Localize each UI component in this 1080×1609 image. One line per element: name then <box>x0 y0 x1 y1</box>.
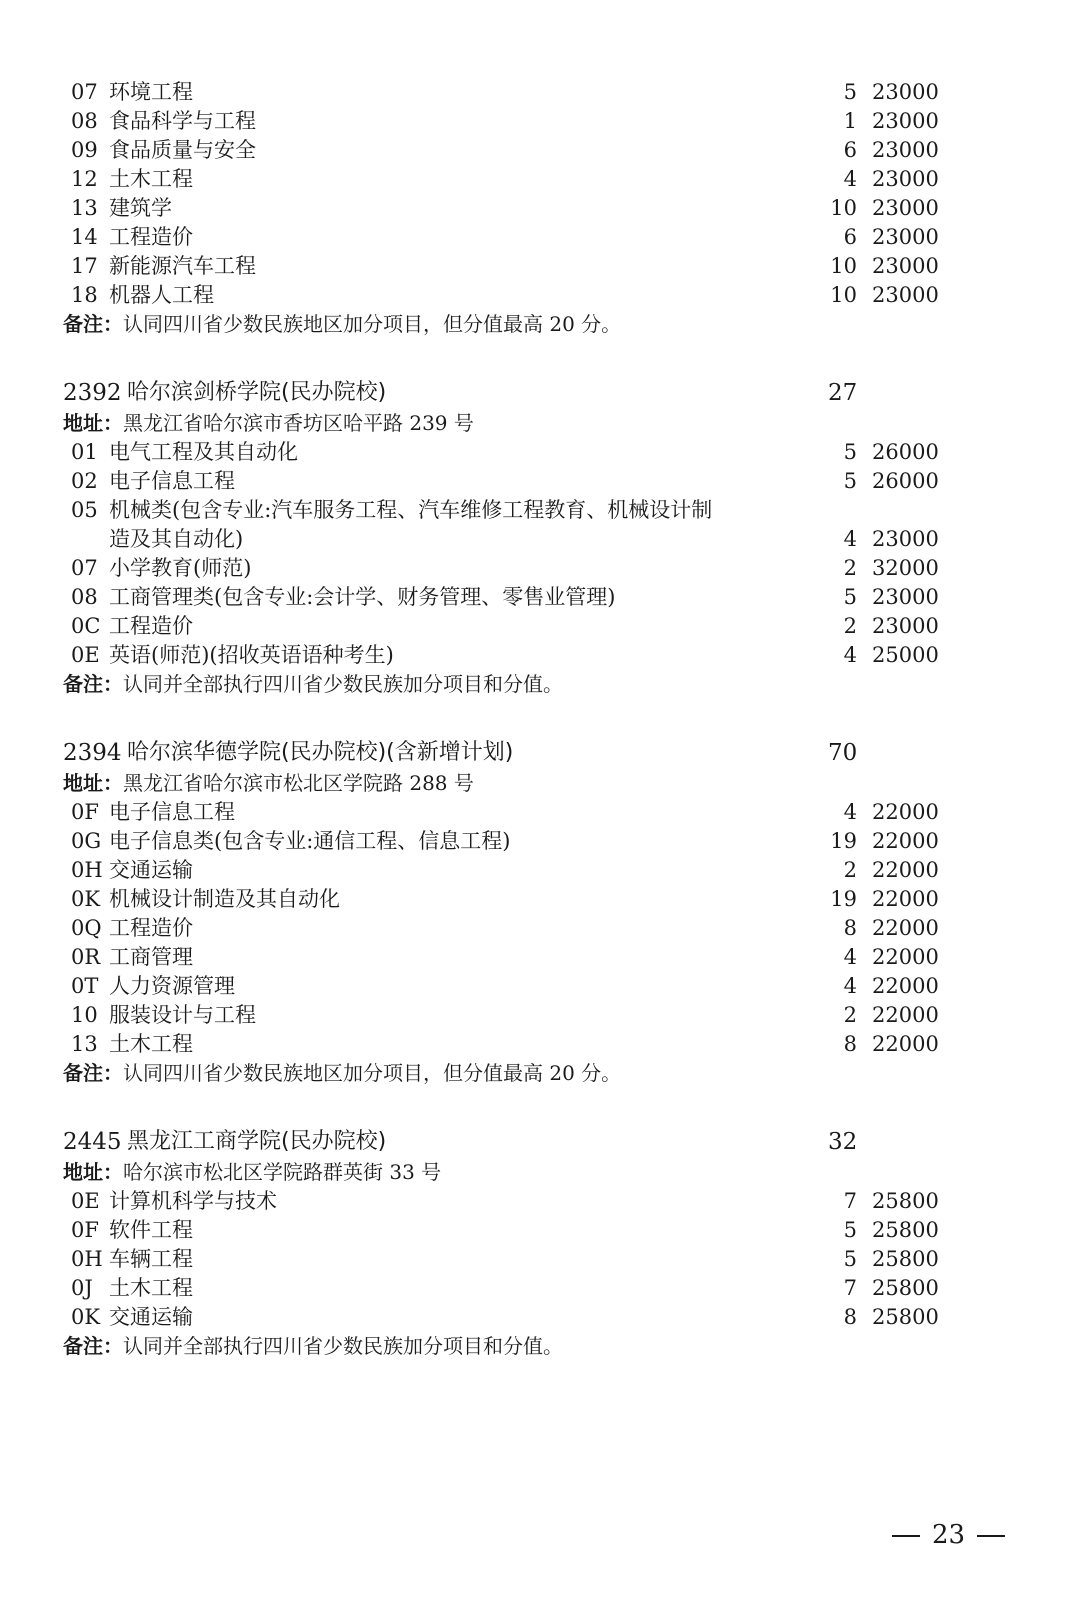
major-code: 0H <box>71 1247 103 1271</box>
plan-count: 8 <box>843 1305 857 1329</box>
address-label: 地址： <box>63 771 123 795</box>
major-name: 工程造价 <box>109 614 193 638</box>
major-code: 0G <box>71 829 102 853</box>
plan-count: 4 <box>843 974 857 998</box>
tuition-fee: 23000 <box>872 167 939 191</box>
remark <box>63 670 563 699</box>
remark-label: 备注： <box>63 1334 123 1358</box>
tuition-fee: 23000 <box>872 283 939 307</box>
institution-code: 2445 <box>63 1129 122 1155</box>
major-code: 09 <box>71 138 98 162</box>
dash-right <box>977 1535 1005 1537</box>
institution-total: 32 <box>828 1129 858 1155</box>
major-name-continued: 造及其自动化) <box>109 527 244 551</box>
institution-address <box>63 409 474 438</box>
major-name: 电子信息类(包含专业:通信工程、信息工程) <box>109 829 511 853</box>
institution-header <box>63 1125 1063 1159</box>
major-name: 土木工程 <box>109 1032 193 1056</box>
plan-count: 4 <box>843 800 857 824</box>
major-code: 0J <box>71 1276 93 1300</box>
major-row <box>0 223 1080 252</box>
address-label: 地址： <box>63 1160 123 1184</box>
major-name: 工程造价 <box>109 225 193 249</box>
plan-count: 7 <box>843 1189 857 1213</box>
address-label: 地址： <box>63 411 123 435</box>
major-name: 食品科学与工程 <box>109 109 256 133</box>
major-name: 土木工程 <box>109 167 193 191</box>
plan-count: 4 <box>843 167 857 191</box>
major-name: 车辆工程 <box>109 1247 193 1271</box>
plan-count: 19 <box>830 829 857 853</box>
major-code: 07 <box>71 556 98 580</box>
major-row <box>0 827 1080 856</box>
major-code: 08 <box>71 109 98 133</box>
tuition-fee: 25800 <box>872 1247 939 1271</box>
tuition-fee: 22000 <box>872 858 939 882</box>
major-code: 13 <box>71 196 98 220</box>
tuition-fee: 32000 <box>872 556 939 580</box>
major-code: 18 <box>71 283 98 307</box>
remark-text: 认同四川省少数民族地区加分项目，但分值最高 20 分。 <box>123 1061 622 1085</box>
tuition-fee: 23000 <box>872 138 939 162</box>
plan-count: 7 <box>843 1276 857 1300</box>
institution-code: 2392 <box>63 380 122 406</box>
major-name: 交通运输 <box>109 1305 193 1329</box>
plan-count: 2 <box>843 1003 857 1027</box>
major-code: 0F <box>71 1218 99 1242</box>
major-row <box>0 943 1080 972</box>
major-row <box>0 78 1080 107</box>
major-code: 02 <box>71 469 98 493</box>
page-number <box>880 1517 1017 1553</box>
tuition-fee: 22000 <box>872 1003 939 1027</box>
major-name: 交通运输 <box>109 858 193 882</box>
major-code: 0K <box>71 1305 101 1329</box>
major-row <box>0 914 1080 943</box>
tuition-fee: 26000 <box>872 440 939 464</box>
tuition-fee: 23000 <box>872 80 939 104</box>
major-row <box>0 1001 1080 1030</box>
remark-text: 认同四川省少数民族地区加分项目，但分值最高 20 分。 <box>123 312 622 336</box>
major-code: 12 <box>71 167 98 191</box>
major-code: 0E <box>71 1189 100 1213</box>
major-code: 0Q <box>71 916 102 940</box>
tuition-fee: 22000 <box>872 1032 939 1056</box>
major-code: 10 <box>71 1003 98 1027</box>
major-name: 食品质量与安全 <box>109 138 256 162</box>
major-row <box>0 885 1080 914</box>
major-code: 0C <box>71 614 101 638</box>
plan-count: 4 <box>843 527 857 551</box>
remark <box>63 1059 621 1088</box>
institution-name: 黑龙江工商学院(民办院校) <box>127 1129 387 1154</box>
tuition-fee: 26000 <box>872 469 939 493</box>
plan-count: 10 <box>830 196 857 220</box>
tuition-fee: 22000 <box>872 974 939 998</box>
plan-count: 5 <box>843 469 857 493</box>
major-row <box>0 583 1080 612</box>
major-row <box>0 641 1080 670</box>
major-name: 计算机科学与技术 <box>109 1189 277 1213</box>
plan-count: 8 <box>843 916 857 940</box>
dash-left <box>892 1535 920 1537</box>
major-name: 机器人工程 <box>109 283 214 307</box>
plan-count: 2 <box>843 556 857 580</box>
plan-count: 5 <box>843 1218 857 1242</box>
tuition-fee: 23000 <box>872 527 939 551</box>
major-code: 0H <box>71 858 103 882</box>
tuition-fee: 25800 <box>872 1189 939 1213</box>
major-row <box>0 496 1080 525</box>
address-text: 黑龙江省哈尔滨市香坊区哈平路 239 号 <box>123 411 474 435</box>
tuition-fee: 25800 <box>872 1305 939 1329</box>
major-name: 小学教育(师范) <box>109 556 252 580</box>
plan-count: 4 <box>843 643 857 667</box>
major-name: 工程造价 <box>109 916 193 940</box>
plan-count: 1 <box>843 109 857 133</box>
major-row <box>0 612 1080 641</box>
major-name: 英语(师范)(招收英语语种考生) <box>109 643 394 667</box>
plan-count: 10 <box>830 283 857 307</box>
major-name: 电气工程及其自动化 <box>109 440 298 464</box>
major-row <box>0 1187 1080 1216</box>
institution-address <box>63 769 474 798</box>
plan-count: 2 <box>843 614 857 638</box>
major-code: 0R <box>71 945 101 969</box>
tuition-fee: 23000 <box>872 196 939 220</box>
major-code: 0E <box>71 643 100 667</box>
major-row <box>0 438 1080 467</box>
major-row <box>0 1303 1080 1332</box>
tuition-fee: 22000 <box>872 916 939 940</box>
plan-count: 5 <box>843 585 857 609</box>
major-row <box>0 136 1080 165</box>
plan-count: 10 <box>830 254 857 278</box>
major-name: 土木工程 <box>109 1276 193 1300</box>
institution-name: 哈尔滨剑桥学院(民办院校) <box>127 380 387 405</box>
tuition-fee: 23000 <box>872 254 939 278</box>
plan-count: 5 <box>843 80 857 104</box>
plan-count: 4 <box>843 945 857 969</box>
tuition-fee: 25800 <box>872 1276 939 1300</box>
tuition-fee: 23000 <box>872 225 939 249</box>
tuition-fee: 22000 <box>872 887 939 911</box>
remark-label: 备注： <box>63 672 123 696</box>
major-code: 17 <box>71 254 98 278</box>
major-name: 服装设计与工程 <box>109 1003 256 1027</box>
remark-label: 备注： <box>63 312 123 336</box>
institution-header <box>63 376 1063 410</box>
plan-count: 19 <box>830 887 857 911</box>
major-code: 05 <box>71 498 98 522</box>
major-row <box>0 1274 1080 1303</box>
major-name: 软件工程 <box>109 1218 193 1242</box>
plan-count: 6 <box>843 225 857 249</box>
address-text: 黑龙江省哈尔滨市松北区学院路 288 号 <box>123 771 474 795</box>
major-code: 0T <box>71 974 99 998</box>
tuition-fee: 25800 <box>872 1218 939 1242</box>
tuition-fee: 23000 <box>872 585 939 609</box>
remark <box>63 310 621 339</box>
major-name: 工商管理类(包含专业:会计学、财务管理、零售业管理) <box>109 585 616 609</box>
tuition-fee: 22000 <box>872 800 939 824</box>
major-code: 08 <box>71 585 98 609</box>
tuition-fee: 22000 <box>872 829 939 853</box>
remark-label: 备注： <box>63 1061 123 1085</box>
major-code: 01 <box>71 440 98 464</box>
major-row <box>0 798 1080 827</box>
major-name: 电子信息工程 <box>109 800 235 824</box>
address-text: 哈尔滨市松北区学院路群英街 33 号 <box>123 1160 442 1184</box>
major-row-continued <box>0 525 1080 554</box>
major-row <box>0 281 1080 310</box>
major-name: 机械设计制造及其自动化 <box>109 887 340 911</box>
remark-text: 认同并全部执行四川省少数民族加分项目和分值。 <box>123 672 563 696</box>
major-name: 工商管理 <box>109 945 193 969</box>
major-row <box>0 554 1080 583</box>
institution-total: 70 <box>828 740 858 766</box>
tuition-fee: 22000 <box>872 945 939 969</box>
remark-text: 认同并全部执行四川省少数民族加分项目和分值。 <box>123 1334 563 1358</box>
page-number-text: 23 <box>932 1520 966 1550</box>
institution-header <box>63 736 1063 770</box>
major-row <box>0 1030 1080 1059</box>
major-row <box>0 1245 1080 1274</box>
major-code: 0K <box>71 887 101 911</box>
tuition-fee: 23000 <box>872 109 939 133</box>
major-row <box>0 165 1080 194</box>
plan-count: 2 <box>843 858 857 882</box>
plan-count: 8 <box>843 1032 857 1056</box>
plan-count: 5 <box>843 440 857 464</box>
major-name: 新能源汽车工程 <box>109 254 256 278</box>
major-name: 人力资源管理 <box>109 974 235 998</box>
major-name: 机械类(包含专业:汽车服务工程、汽车维修工程教育、机械设计制 <box>109 498 713 522</box>
tuition-fee: 25000 <box>872 643 939 667</box>
major-row <box>0 856 1080 885</box>
tuition-fee: 23000 <box>872 614 939 638</box>
institution-address <box>63 1158 441 1187</box>
major-code: 07 <box>71 80 98 104</box>
institution-name: 哈尔滨华德学院(民办院校)(含新增计划) <box>127 740 514 765</box>
major-name: 建筑学 <box>109 196 172 220</box>
major-row <box>0 252 1080 281</box>
major-code: 0F <box>71 800 99 824</box>
institution-code: 2394 <box>63 740 122 766</box>
major-row <box>0 1216 1080 1245</box>
major-row <box>0 467 1080 496</box>
major-code: 13 <box>71 1032 98 1056</box>
plan-count: 6 <box>843 138 857 162</box>
major-code: 14 <box>71 225 98 249</box>
plan-count: 5 <box>843 1247 857 1271</box>
major-row <box>0 194 1080 223</box>
major-name: 环境工程 <box>109 80 193 104</box>
institution-total: 27 <box>828 380 858 406</box>
major-row <box>0 107 1080 136</box>
remark <box>63 1332 563 1361</box>
major-row <box>0 972 1080 1001</box>
major-name: 电子信息工程 <box>109 469 235 493</box>
